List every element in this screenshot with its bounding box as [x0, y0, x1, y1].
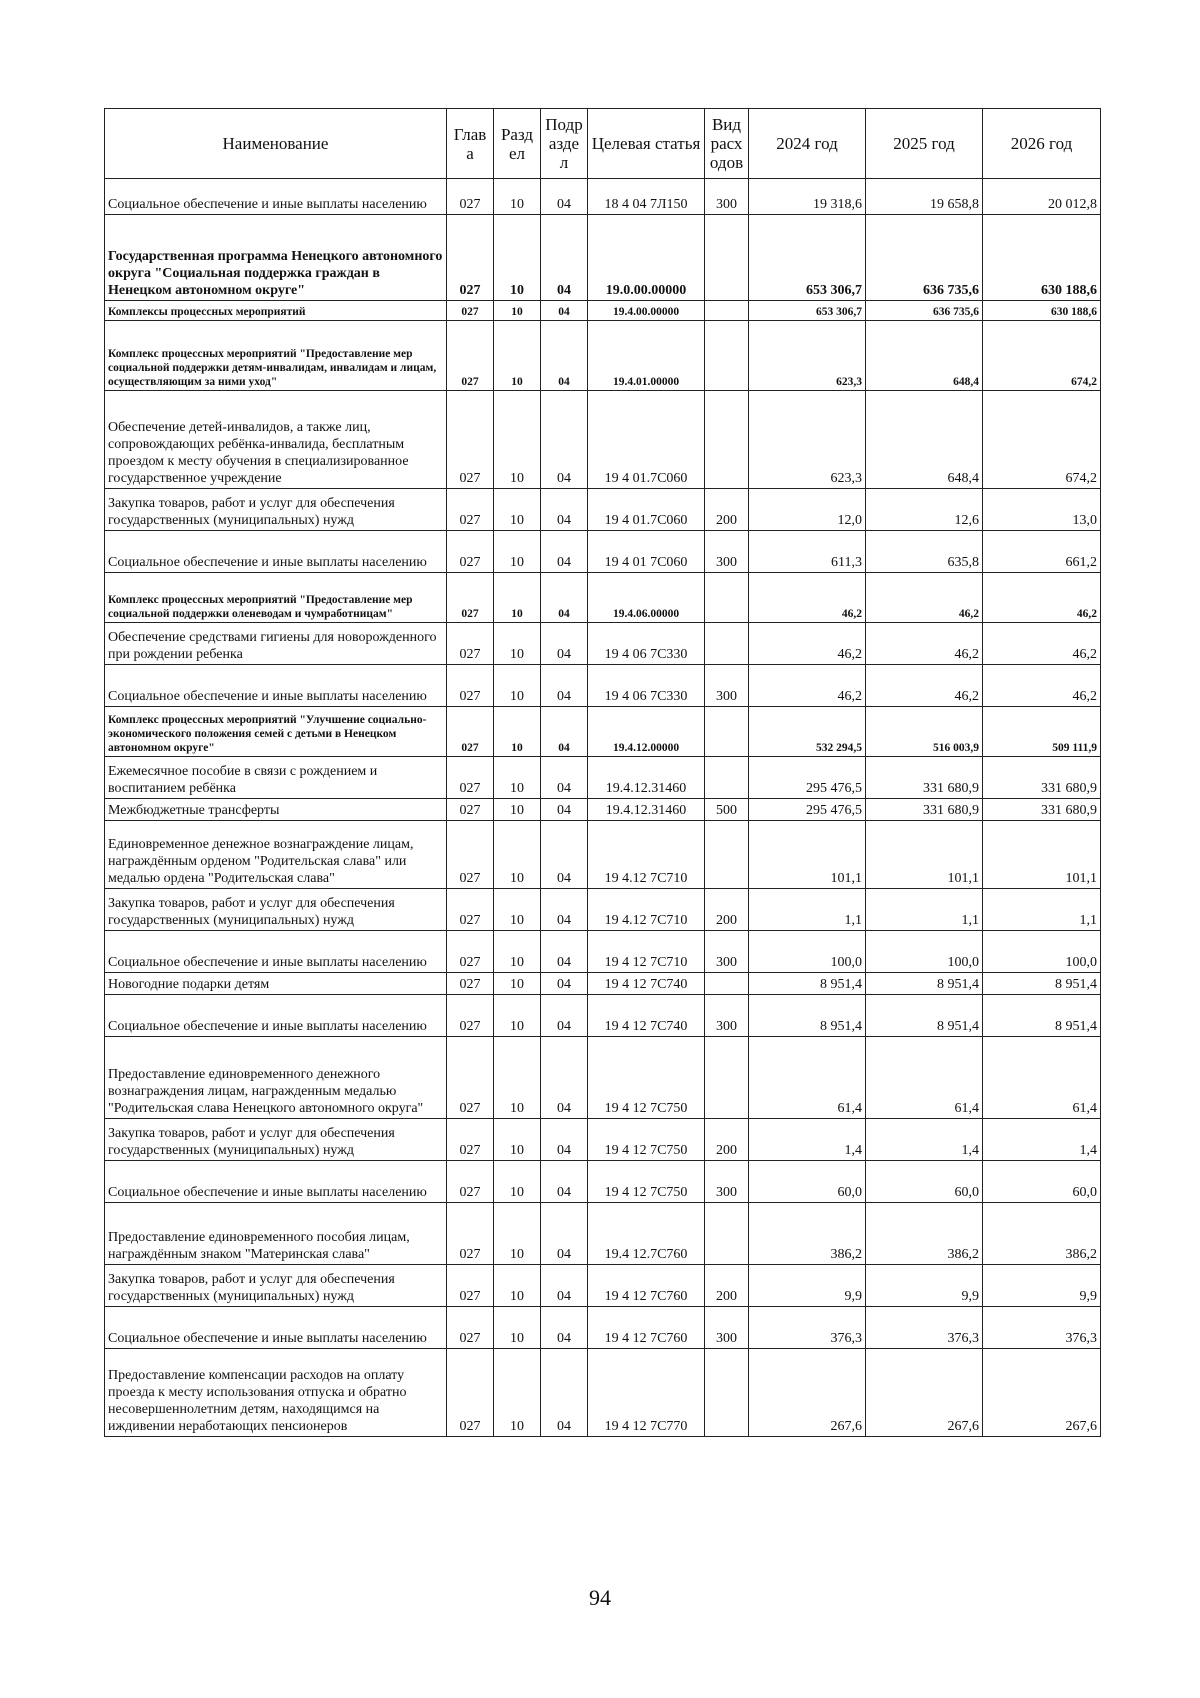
- cell-glava: 027: [447, 1265, 494, 1307]
- cell-y2025: 60,0: [866, 1161, 983, 1203]
- cell-y2025: 331 680,9: [866, 757, 983, 799]
- cell-tsel: 19.4.12.31460: [588, 799, 705, 821]
- cell-glava: 027: [447, 707, 494, 757]
- cell-podrazdel: 04: [541, 1203, 588, 1265]
- table-row: [105, 707, 1101, 757]
- cell-razdel: 10: [494, 1349, 541, 1437]
- cell-razdel: 10: [494, 889, 541, 931]
- cell-podrazdel: 04: [541, 179, 588, 215]
- cell-tsel: 19 4 12 7С750: [588, 1161, 705, 1203]
- cell-y2024: 46,2: [749, 573, 866, 623]
- cell-razdel: 10: [494, 1265, 541, 1307]
- table-body: [105, 179, 1101, 1437]
- cell-vid: 500: [705, 799, 749, 821]
- cell-name: Закупка товаров, работ и услуг для обеспечения государственных (муниципальных) нужд: [105, 889, 447, 931]
- cell-y2026: 674,2: [983, 391, 1101, 489]
- cell-tsel: 19 4 12 7С750: [588, 1119, 705, 1161]
- cell-name: Обеспечение средствами гигиены для новорожденного при рождении ребенка: [105, 623, 447, 665]
- cell-y2024: 376,3: [749, 1307, 866, 1349]
- cell-podrazdel: 04: [541, 1161, 588, 1203]
- cell-tsel: 19 4 12 7С760: [588, 1265, 705, 1307]
- cell-tsel: 19.4.12.00000: [588, 707, 705, 757]
- cell-name: Государственная программа Ненецкого автономного округа "Социальная поддержка граждан в Ненецком автономном округе": [105, 215, 447, 301]
- cell-podrazdel: 04: [541, 215, 588, 301]
- cell-name: Закупка товаров, работ и услуг для обеспечения государственных (муниципальных) нужд: [105, 1119, 447, 1161]
- cell-name: Ежемесячное пособие в связи с рождением и воспитанием ребёнка: [105, 757, 447, 799]
- cell-y2025: 19 658,8: [866, 179, 983, 215]
- cell-y2024: 623,3: [749, 321, 866, 391]
- cell-y2025: 8 951,4: [866, 973, 983, 995]
- cell-glava: 027: [447, 1349, 494, 1437]
- cell-y2026: 331 680,9: [983, 799, 1101, 821]
- cell-glava: 027: [447, 179, 494, 215]
- cell-razdel: 10: [494, 1037, 541, 1119]
- cell-tsel: 19.4.06.00000: [588, 573, 705, 623]
- header-2025: 2025 год: [866, 109, 983, 179]
- cell-tsel: 19 4.12 7С710: [588, 821, 705, 889]
- header-name: Наименование: [105, 109, 447, 179]
- table-row: [105, 799, 1101, 821]
- cell-podrazdel: 04: [541, 301, 588, 321]
- cell-name: Комплексы процессных мероприятий: [105, 301, 447, 321]
- cell-glava: 027: [447, 391, 494, 489]
- cell-tsel: 19.0.00.00000: [588, 215, 705, 301]
- cell-vid: [705, 215, 749, 301]
- cell-y2026: 1,4: [983, 1119, 1101, 1161]
- cell-glava: 027: [447, 1119, 494, 1161]
- cell-y2025: 648,4: [866, 321, 983, 391]
- cell-razdel: 10: [494, 179, 541, 215]
- cell-y2025: 376,3: [866, 1307, 983, 1349]
- cell-vid: 200: [705, 1265, 749, 1307]
- table-row: [105, 1265, 1101, 1307]
- cell-razdel: 10: [494, 1119, 541, 1161]
- cell-vid: [705, 1203, 749, 1265]
- cell-vid: 200: [705, 889, 749, 931]
- cell-y2025: 46,2: [866, 665, 983, 707]
- cell-y2025: 9,9: [866, 1265, 983, 1307]
- table-row: [105, 889, 1101, 931]
- cell-y2024: 100,0: [749, 931, 866, 973]
- cell-y2024: 1,4: [749, 1119, 866, 1161]
- cell-y2025: 267,6: [866, 1349, 983, 1437]
- cell-y2025: 1,4: [866, 1119, 983, 1161]
- cell-y2026: 661,2: [983, 531, 1101, 573]
- cell-y2024: 532 294,5: [749, 707, 866, 757]
- table-row: [105, 179, 1101, 215]
- cell-name: Обеспечение детей-инвалидов, а также лиц, сопровождающих ребёнка-инвалида, бесплатным проездом к месту обучения в специализированное государственное учреждение: [105, 391, 447, 489]
- cell-podrazdel: 04: [541, 1265, 588, 1307]
- cell-y2026: 61,4: [983, 1037, 1101, 1119]
- table-row: [105, 321, 1101, 391]
- cell-y2025: 46,2: [866, 623, 983, 665]
- page-number: 94: [589, 1585, 611, 1610]
- cell-vid: [705, 1349, 749, 1437]
- cell-tsel: 19.4.00.00000: [588, 301, 705, 321]
- cell-razdel: 10: [494, 757, 541, 799]
- cell-y2026: 630 188,6: [983, 215, 1101, 301]
- cell-y2024: 611,3: [749, 531, 866, 573]
- cell-y2026: 331 680,9: [983, 757, 1101, 799]
- cell-glava: 027: [447, 665, 494, 707]
- cell-y2026: 46,2: [983, 573, 1101, 623]
- cell-vid: [705, 821, 749, 889]
- cell-podrazdel: 04: [541, 623, 588, 665]
- cell-tsel: 19 4 12 7С760: [588, 1307, 705, 1349]
- cell-y2025: 61,4: [866, 1037, 983, 1119]
- table-row: [105, 1161, 1101, 1203]
- cell-vid: 300: [705, 931, 749, 973]
- cell-name: Социальное обеспечение и иные выплаты населению: [105, 931, 447, 973]
- cell-glava: 027: [447, 889, 494, 931]
- cell-y2025: 636 735,6: [866, 215, 983, 301]
- table-header-row: [105, 109, 1101, 179]
- table-row: [105, 931, 1101, 973]
- cell-tsel: 19.4.12.31460: [588, 757, 705, 799]
- cell-tsel: 19 4 01.7С060: [588, 489, 705, 531]
- cell-glava: 027: [447, 489, 494, 531]
- cell-podrazdel: 04: [541, 1349, 588, 1437]
- cell-podrazdel: 04: [541, 973, 588, 995]
- cell-y2024: 19 318,6: [749, 179, 866, 215]
- cell-razdel: 10: [494, 573, 541, 623]
- cell-y2024: 267,6: [749, 1349, 866, 1437]
- table-row: [105, 573, 1101, 623]
- cell-vid: 300: [705, 665, 749, 707]
- cell-podrazdel: 04: [541, 707, 588, 757]
- cell-tsel: 19 4 12 7С770: [588, 1349, 705, 1437]
- cell-name: Закупка товаров, работ и услуг для обеспечения государственных (муниципальных) нужд: [105, 489, 447, 531]
- cell-podrazdel: 04: [541, 321, 588, 391]
- cell-y2024: 8 951,4: [749, 973, 866, 995]
- cell-podrazdel: 04: [541, 489, 588, 531]
- header-2026: 2026 год: [983, 109, 1101, 179]
- cell-razdel: 10: [494, 707, 541, 757]
- cell-razdel: 10: [494, 799, 541, 821]
- cell-razdel: 10: [494, 1307, 541, 1349]
- cell-podrazdel: 04: [541, 799, 588, 821]
- cell-tsel: 19 4.12 7С710: [588, 889, 705, 931]
- cell-razdel: 10: [494, 931, 541, 973]
- cell-tsel: 19 4 12 7С750: [588, 1037, 705, 1119]
- cell-y2025: 1,1: [866, 889, 983, 931]
- cell-y2025: 100,0: [866, 931, 983, 973]
- cell-y2025: 636 735,6: [866, 301, 983, 321]
- cell-razdel: 10: [494, 301, 541, 321]
- cell-name: Закупка товаров, работ и услуг для обеспечения государственных (муниципальных) нужд: [105, 1265, 447, 1307]
- table-row: [105, 215, 1101, 301]
- cell-glava: 027: [447, 1307, 494, 1349]
- cell-y2026: 100,0: [983, 931, 1101, 973]
- cell-y2025: 635,8: [866, 531, 983, 573]
- cell-y2026: 630 188,6: [983, 301, 1101, 321]
- cell-razdel: 10: [494, 1161, 541, 1203]
- cell-y2026: 8 951,4: [983, 973, 1101, 995]
- table-row: [105, 301, 1101, 321]
- cell-y2024: 295 476,5: [749, 799, 866, 821]
- cell-razdel: 10: [494, 665, 541, 707]
- cell-tsel: 19 4 01 7С060: [588, 531, 705, 573]
- header-razdel: Разд ел: [494, 109, 541, 179]
- cell-vid: [705, 573, 749, 623]
- cell-name: Социальное обеспечение и иные выплаты населению: [105, 1161, 447, 1203]
- cell-glava: 027: [447, 301, 494, 321]
- cell-y2026: 46,2: [983, 665, 1101, 707]
- cell-podrazdel: 04: [541, 573, 588, 623]
- cell-glava: 027: [447, 321, 494, 391]
- cell-y2026: 20 012,8: [983, 179, 1101, 215]
- cell-name: Социальное обеспечение и иные выплаты населению: [105, 179, 447, 215]
- cell-glava: 027: [447, 757, 494, 799]
- cell-vid: [705, 1037, 749, 1119]
- table-row: [105, 973, 1101, 995]
- cell-name: Предоставление единовременного пособия лицам, награждённым знаком "Материнская слава": [105, 1203, 447, 1265]
- cell-tsel: 19 4 01.7С060: [588, 391, 705, 489]
- cell-y2025: 12,6: [866, 489, 983, 531]
- cell-glava: 027: [447, 1037, 494, 1119]
- cell-y2024: 46,2: [749, 665, 866, 707]
- cell-razdel: 10: [494, 1203, 541, 1265]
- cell-tsel: 19 4 12 7С710: [588, 931, 705, 973]
- table-row: [105, 821, 1101, 889]
- cell-glava: 027: [447, 531, 494, 573]
- header-glava: Глав а: [447, 109, 494, 179]
- cell-vid: 300: [705, 1161, 749, 1203]
- table-row: [105, 489, 1101, 531]
- table-row: [105, 1307, 1101, 1349]
- cell-y2024: 46,2: [749, 623, 866, 665]
- header-tsel: Целевая статья: [588, 109, 705, 179]
- cell-podrazdel: 04: [541, 1037, 588, 1119]
- cell-y2025: 331 680,9: [866, 799, 983, 821]
- cell-podrazdel: 04: [541, 391, 588, 489]
- cell-y2025: 386,2: [866, 1203, 983, 1265]
- cell-y2026: 60,0: [983, 1161, 1101, 1203]
- cell-razdel: 10: [494, 215, 541, 301]
- cell-y2024: 295 476,5: [749, 757, 866, 799]
- cell-y2025: 8 951,4: [866, 995, 983, 1037]
- cell-name: Предоставление единовременного денежного вознаграждения лицам, награжденным медалью "Родительская слава Ненецкого автономного округа": [105, 1037, 447, 1119]
- cell-name: Социальное обеспечение и иные выплаты населению: [105, 665, 447, 707]
- cell-y2024: 653 306,7: [749, 301, 866, 321]
- cell-name: Комплекс процессных мероприятий "Предоставление мер социальной поддержки детям-инвалидам, инвалидам и лицам, осуществляющим за ними уход": [105, 321, 447, 391]
- cell-name: Комплекс процессных мероприятий "Улучшение социально-экономического положения семей с детьми в Ненецком автономном округе": [105, 707, 447, 757]
- table-row: [105, 531, 1101, 573]
- cell-vid: [705, 623, 749, 665]
- cell-y2024: 653 306,7: [749, 215, 866, 301]
- cell-name: Социальное обеспечение и иные выплаты населению: [105, 531, 447, 573]
- cell-glava: 027: [447, 995, 494, 1037]
- cell-y2026: 376,3: [983, 1307, 1101, 1349]
- cell-tsel: 19 4 12 7С740: [588, 995, 705, 1037]
- cell-y2025: 516 003,9: [866, 707, 983, 757]
- cell-podrazdel: 04: [541, 1307, 588, 1349]
- cell-y2024: 623,3: [749, 391, 866, 489]
- cell-y2025: 46,2: [866, 573, 983, 623]
- table-row: [105, 995, 1101, 1037]
- cell-glava: 027: [447, 821, 494, 889]
- cell-razdel: 10: [494, 973, 541, 995]
- cell-vid: 200: [705, 489, 749, 531]
- table-row: [105, 623, 1101, 665]
- cell-razdel: 10: [494, 995, 541, 1037]
- cell-vid: 200: [705, 1119, 749, 1161]
- cell-vid: 300: [705, 995, 749, 1037]
- cell-y2026: 267,6: [983, 1349, 1101, 1437]
- table-row: [105, 1203, 1101, 1265]
- cell-y2026: 386,2: [983, 1203, 1101, 1265]
- cell-name: Предоставление компенсации расходов на оплату проезда к месту использования отпуска и обратно несовершеннолетним детям, находящимся на иждивении неработающих пенсионеров: [105, 1349, 447, 1437]
- cell-glava: 027: [447, 1161, 494, 1203]
- cell-vid: [705, 757, 749, 799]
- cell-glava: 027: [447, 931, 494, 973]
- cell-glava: 027: [447, 973, 494, 995]
- cell-podrazdel: 04: [541, 821, 588, 889]
- cell-vid: [705, 321, 749, 391]
- cell-podrazdel: 04: [541, 757, 588, 799]
- cell-razdel: 10: [494, 623, 541, 665]
- cell-y2024: 60,0: [749, 1161, 866, 1203]
- table-row: [105, 665, 1101, 707]
- cell-glava: 027: [447, 799, 494, 821]
- cell-vid: [705, 301, 749, 321]
- cell-y2024: 8 951,4: [749, 995, 866, 1037]
- cell-podrazdel: 04: [541, 931, 588, 973]
- cell-podrazdel: 04: [541, 1119, 588, 1161]
- cell-tsel: 19.4.01.00000: [588, 321, 705, 391]
- cell-y2024: 101,1: [749, 821, 866, 889]
- header-vid: Вид расх одов: [705, 109, 749, 179]
- table-row: [105, 1349, 1101, 1437]
- cell-name: Социальное обеспечение и иные выплаты населению: [105, 995, 447, 1037]
- cell-glava: 027: [447, 1203, 494, 1265]
- cell-y2024: 12,0: [749, 489, 866, 531]
- cell-name: Комплекс процессных мероприятий "Предоставление мер социальной поддержки оленеводам и чумработницам": [105, 573, 447, 623]
- cell-y2026: 1,1: [983, 889, 1101, 931]
- table-row: [105, 391, 1101, 489]
- table-row: [105, 1037, 1101, 1119]
- cell-y2026: 8 951,4: [983, 995, 1101, 1037]
- cell-glava: 027: [447, 623, 494, 665]
- cell-y2024: 1,1: [749, 889, 866, 931]
- cell-vid: 300: [705, 179, 749, 215]
- cell-podrazdel: 04: [541, 665, 588, 707]
- cell-y2026: 13,0: [983, 489, 1101, 531]
- cell-glava: 027: [447, 215, 494, 301]
- cell-y2026: 46,2: [983, 623, 1101, 665]
- cell-name: Новогодние подарки детям: [105, 973, 447, 995]
- cell-glava: 027: [447, 573, 494, 623]
- cell-tsel: 19 4 06 7С330: [588, 665, 705, 707]
- cell-razdel: 10: [494, 391, 541, 489]
- cell-tsel: 18 4 04 7Л150: [588, 179, 705, 215]
- cell-y2024: 61,4: [749, 1037, 866, 1119]
- cell-y2026: 674,2: [983, 321, 1101, 391]
- cell-razdel: 10: [494, 321, 541, 391]
- cell-tsel: 19 4 06 7С330: [588, 623, 705, 665]
- cell-y2024: 9,9: [749, 1265, 866, 1307]
- cell-name: Межбюджетные трансферты: [105, 799, 447, 821]
- cell-name: Социальное обеспечение и иные выплаты населению: [105, 1307, 447, 1349]
- cell-razdel: 10: [494, 821, 541, 889]
- cell-tsel: 19.4 12.7С760: [588, 1203, 705, 1265]
- cell-vid: [705, 973, 749, 995]
- cell-y2025: 648,4: [866, 391, 983, 489]
- header-2024: 2024 год: [749, 109, 866, 179]
- cell-podrazdel: 04: [541, 889, 588, 931]
- cell-y2024: 386,2: [749, 1203, 866, 1265]
- cell-vid: 300: [705, 531, 749, 573]
- cell-podrazdel: 04: [541, 995, 588, 1037]
- cell-vid: 300: [705, 1307, 749, 1349]
- budget-table: [104, 108, 1101, 1437]
- cell-tsel: 19 4 12 7С740: [588, 973, 705, 995]
- cell-razdel: 10: [494, 531, 541, 573]
- table-row: [105, 1119, 1101, 1161]
- cell-y2026: 101,1: [983, 821, 1101, 889]
- cell-y2026: 9,9: [983, 1265, 1101, 1307]
- header-podrazdel: Подр азде л: [541, 109, 588, 179]
- table-row: [105, 757, 1101, 799]
- cell-y2025: 101,1: [866, 821, 983, 889]
- cell-podrazdel: 04: [541, 531, 588, 573]
- cell-y2026: 509 111,9: [983, 707, 1101, 757]
- cell-name: Единовременное денежное вознаграждение лицам, награждённым орденом "Родительская слава" или медалью ордена "Родительская слава": [105, 821, 447, 889]
- cell-vid: [705, 391, 749, 489]
- cell-razdel: 10: [494, 489, 541, 531]
- cell-vid: [705, 707, 749, 757]
